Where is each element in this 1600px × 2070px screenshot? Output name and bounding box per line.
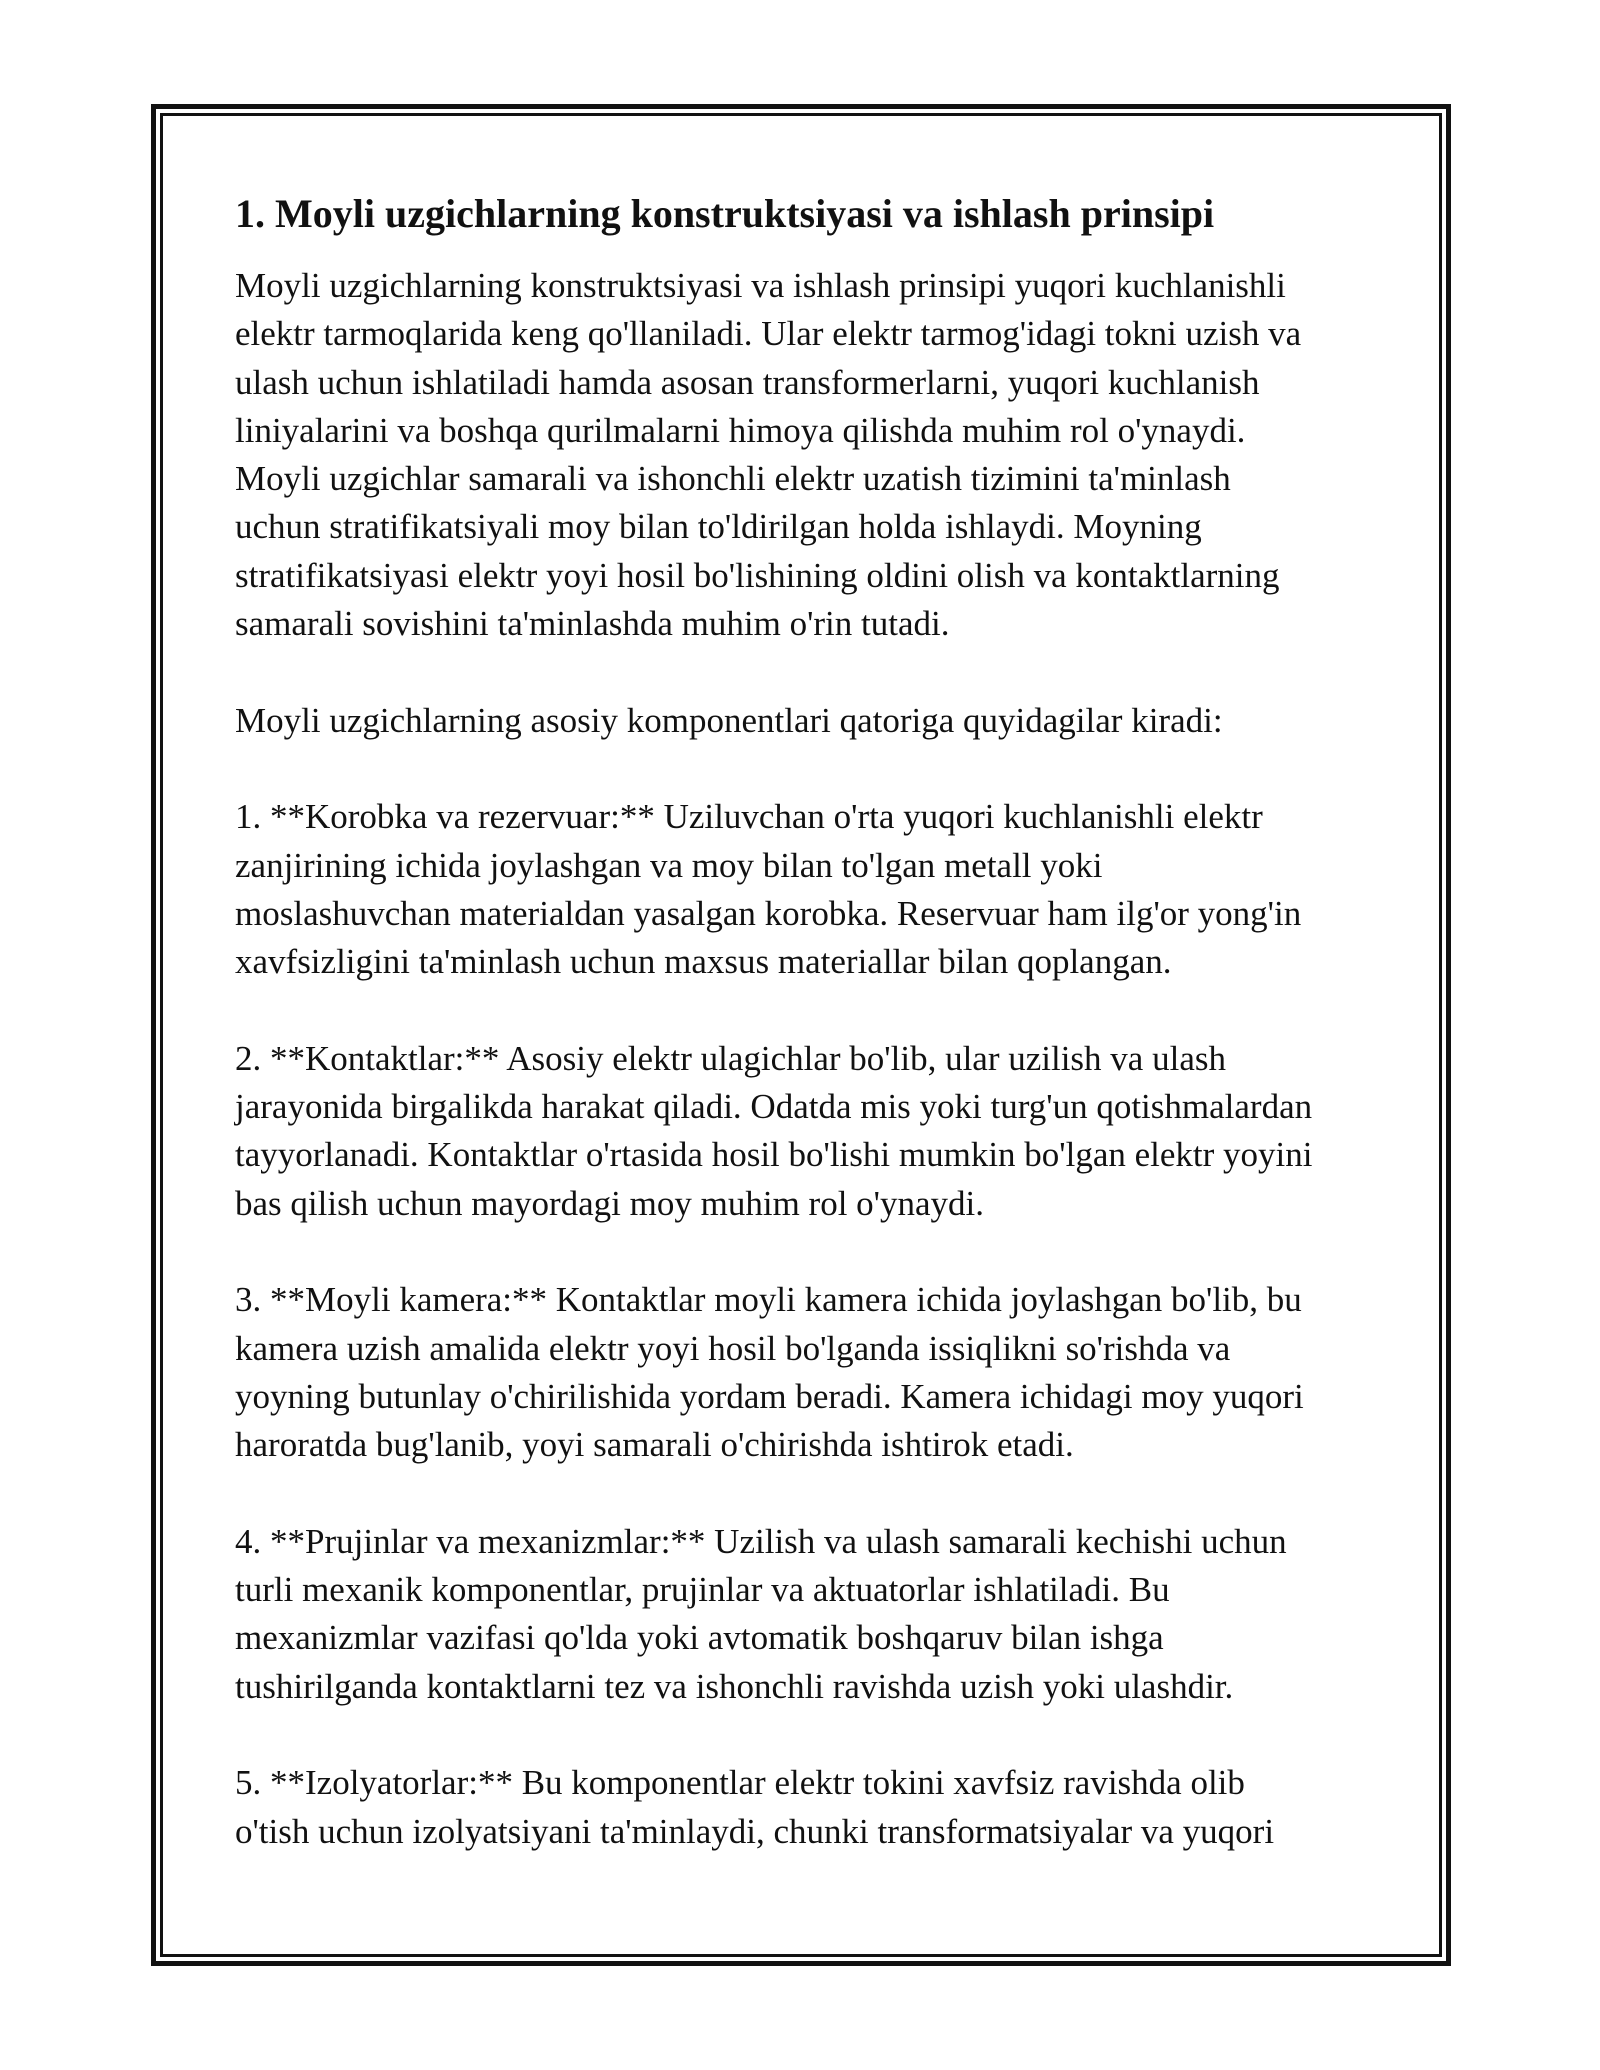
text-line: tayyorlanadi. Kontaktlar o'rtasida hosil bo'lishi mumkin bo'lgan elektr yoyini xyxy=(235,1135,1313,1175)
text-line: 3. **Moyli kamera:** Kontaktlar moyli kamera ichida joylashgan bo'lib, bu xyxy=(235,1280,1302,1320)
text-line: mexanizmlar vazifasi qo'lda yoki avtomatik boshqaruv bilan ishga xyxy=(235,1618,1164,1658)
text-line: tushirilganda kontaktlarni tez va ishonchli ravishda uzish yoki ulashdir. xyxy=(235,1666,1234,1706)
list-item-4 xyxy=(235,1518,1385,1711)
text-line: kamera uzish amalida elektr yoyi hosil bo'lganda issiqlikni so'rishda va xyxy=(235,1328,1231,1368)
text-line: elektr tarmoqlarida keng qo'llaniladi. Ular elektr tarmog'idagi tokni uzish va xyxy=(235,314,1302,354)
text-line: 1. **Korobka va rezervuar:** Uziluvchan o'rta yuqori kuchlanishli elektr xyxy=(235,797,1263,837)
list-item-3 xyxy=(235,1276,1385,1469)
text-line: Moyli uzgichlar samarali va ishonchli elektr uzatish tizimini ta'minlash xyxy=(235,459,1231,499)
text-line: liniyalarini va boshqa qurilmalarni himoya qilishda muhim rol o'ynaydi. xyxy=(235,410,1246,450)
intro-paragraph xyxy=(235,262,1385,648)
text-line: Moyli uzgichlarning konstruktsiyasi va ishlash prinsipi yuqori kuchlanishli xyxy=(235,266,1286,305)
text-line: o'tish uchun izolyatsiyani ta'minlaydi, chunki transformatsiyalar va yuqori xyxy=(235,1811,1275,1851)
components-intro-paragraph xyxy=(235,697,1385,745)
text-line: 4. **Prujinlar va mexanizmlar:** Uzilish va ulash samarali kechishi uchun xyxy=(235,1521,1287,1561)
text-line: samarali sovishini ta'minlashda muhim o'rin tutadi. xyxy=(235,604,950,644)
text-line: Moyli uzgichlarning asosiy komponentlari qatoriga quyidagilar kiradi: xyxy=(235,700,1223,740)
text-line: turli mexanik komponentlar, prujinlar va aktuatorlar ishlatiladi. Bu xyxy=(235,1570,1170,1610)
list-item-1 xyxy=(235,793,1385,986)
list-item-2 xyxy=(235,1035,1385,1228)
text-line: jarayonida birgalikda harakat qiladi. Odatda mis yoki turg'un qotishmalardan xyxy=(235,1087,1313,1127)
text-line: yoyning butunlay o'chirilishida yordam beradi. Kamera ichidagi moy yuqori xyxy=(235,1376,1304,1416)
text-line: stratifikatsiyasi elektr yoyi hosil bo'lishining oldini olish va kontaktlarning xyxy=(235,555,1280,595)
text-line: uchun stratifikatsiyali moy bilan to'ldirilgan holda ishlaydi. Moyning xyxy=(235,507,1202,547)
text-line: moslashuvchan materialdan yasalgan korobka. Reservuar ham ilg'or yong'in xyxy=(235,893,1302,933)
document-body xyxy=(235,186,1385,1904)
list-item-5 xyxy=(235,1759,1385,1856)
text-line: 2. **Kontaktlar:** Asosiy elektr ulagichlar bo'lib, ular uzilish va ulash xyxy=(235,1038,1226,1078)
text-line: haroratda bug'lanib, yoyi samarali o'chirishda ishtirok etadi. xyxy=(235,1425,1074,1465)
text-line: zanjirining ichida joylashgan va moy bilan to'lgan metall yoki xyxy=(235,845,1103,885)
text-line: bas qilish uchun mayordagi moy muhim rol o'ynaydi. xyxy=(235,1183,984,1223)
text-line: xavfsizligini ta'minlash uchun maxsus materiallar bilan qoplangan. xyxy=(235,942,1172,982)
text-line: 5. **Izolyatorlar:** Bu komponentlar elektr tokini xavfsiz ravishda olib xyxy=(235,1763,1245,1803)
text-line: ulash uchun ishlatiladi hamda asosan transformerlarni, yuqori kuchlanish xyxy=(235,362,1260,402)
section-heading: 1. Moyli uzgichlarning konstruktsiyasi va ishlash prinsipi xyxy=(235,191,1215,236)
